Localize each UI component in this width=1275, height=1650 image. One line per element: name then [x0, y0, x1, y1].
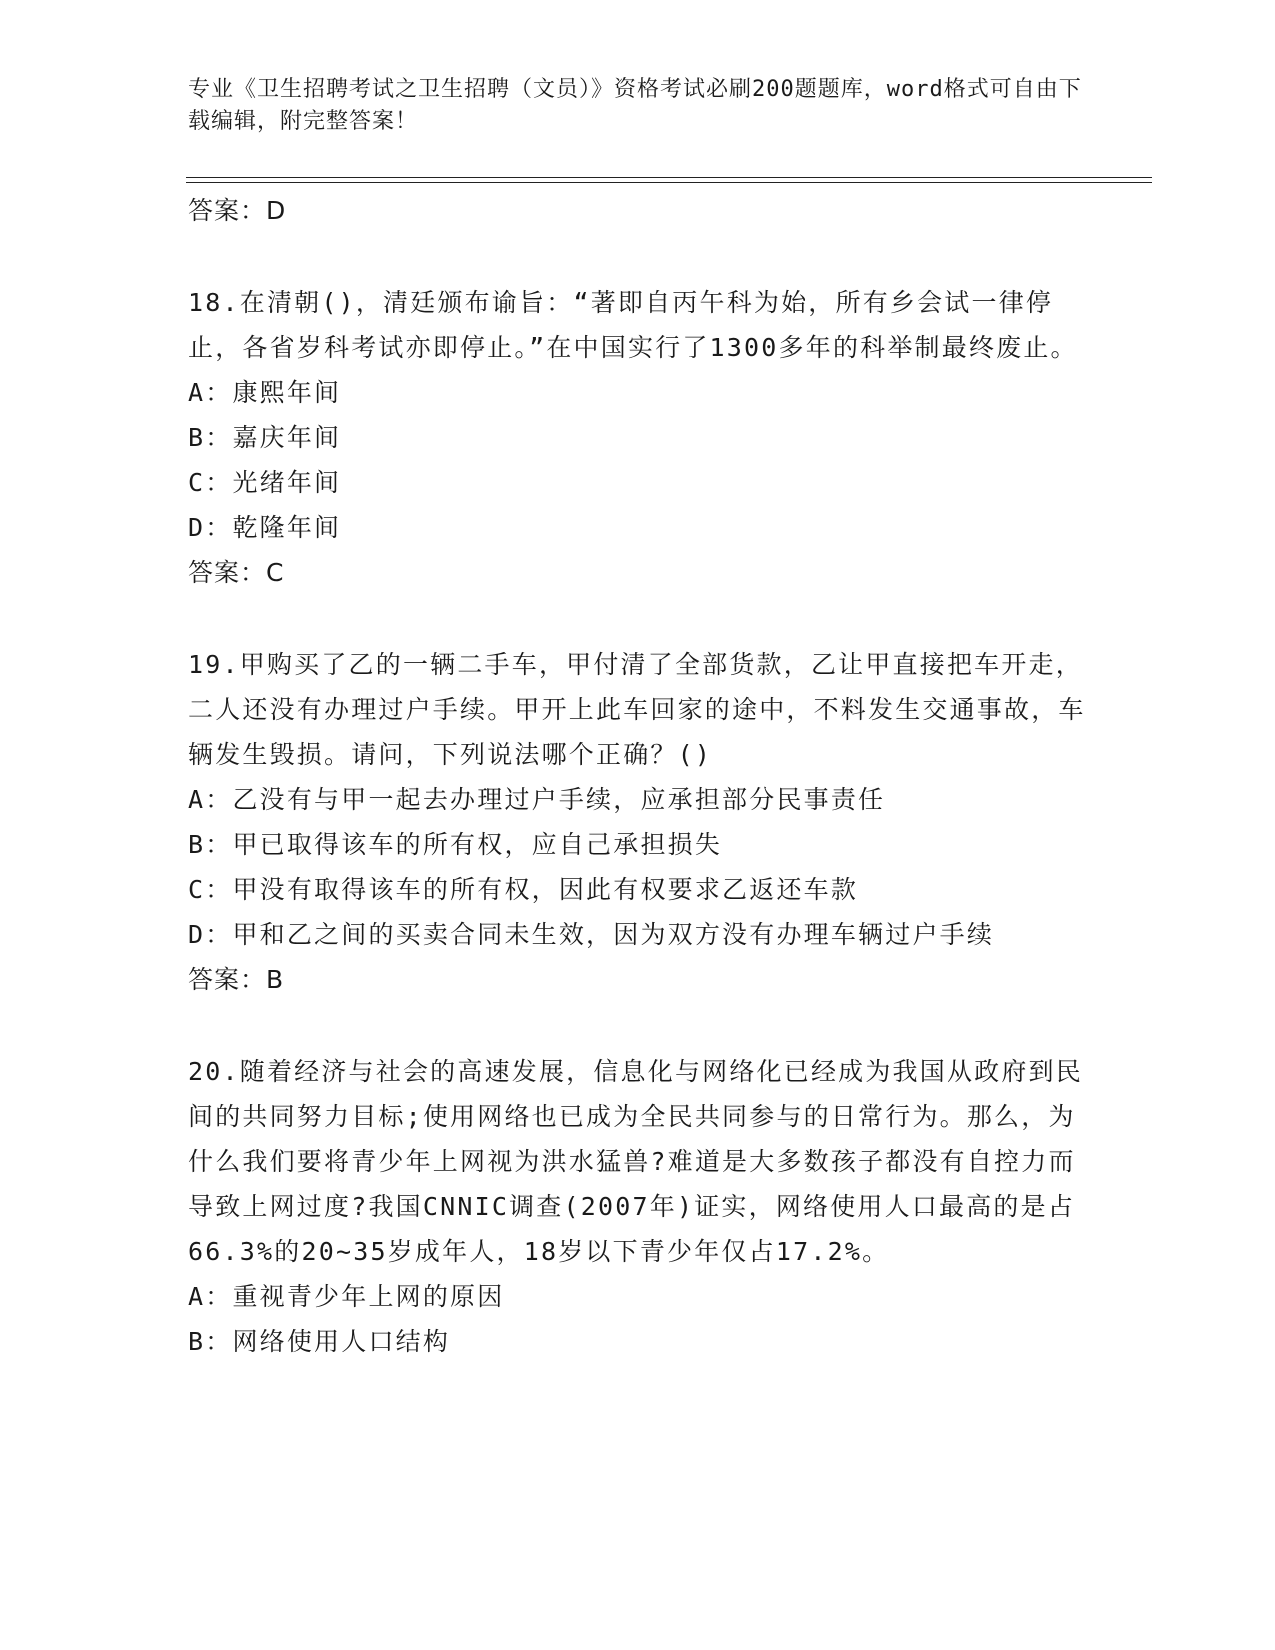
answer: 答案：C [188, 558, 285, 587]
option-c: C：光绪年间 [188, 468, 342, 497]
header-rule-bottom [186, 182, 1152, 183]
option-b: B：甲已取得该车的所有权，应自己承担损失 [188, 830, 723, 859]
prev-answer: 答案：D [188, 196, 287, 225]
option-a: A：康熙年间 [188, 378, 342, 407]
document-header: 专业《卫生招聘考试之卫生招聘（文员）》资格考试必刷200题题库，word格式可自由下载编辑，附完整答案！ [188, 77, 1082, 134]
option-b: B：网络使用人口结构 [188, 1327, 451, 1356]
answer: 答案：B [188, 965, 285, 994]
option-c: C：甲没有取得该车的所有权，因此有权要求乙返还车款 [188, 875, 859, 904]
question-20 [188, 1049, 1088, 1364]
option-d: D：乾隆年间 [188, 513, 342, 542]
option-a: A：乙没有与甲一起去办理过户手续，应承担部分民事责任 [188, 785, 886, 814]
document-body [188, 188, 1088, 1364]
option-b: B：嘉庆年间 [188, 423, 342, 452]
question-stem: 18.在清朝()，清廷颁布谕旨：“著即自丙午科为始，所有乡会试一律停止，各省岁科考试亦即停止。”在中国实行了1300多年的科举制最终废止。 [188, 288, 1078, 362]
option-a: A：重视青少年上网的原因 [188, 1282, 505, 1311]
option-d: D：甲和乙之间的买卖合同未生效，因为双方没有办理车辆过户手续 [188, 920, 995, 949]
question-stem: 20.随着经济与社会的高速发展，信息化与网络化已经成为我国从政府到民间的共同努力目标;使用网络也已成为全民共同参与的日常行为。那么，为什么我们要将青少年上网视为洪水猛兽?难道是大多数孩子都没有自控力而导致上网过度?我国CNNIC调查(2007年)证实，网络使用人口最高的是占66.3%的20~35岁成年人，18岁以下青少年仅占17.2%。 [188, 1057, 1083, 1266]
header-rule-top [186, 177, 1152, 178]
question-19 [188, 642, 1088, 1003]
question-stem: 19.甲购买了乙的一辆二手车，甲付清了全部货款，乙让甲直接把车开走，二人还没有办理过户手续。甲开上此车回家的途中，不料发生交通事故，车辆发生毁损。请问，下列说法哪个正确？() [188, 650, 1086, 769]
question-18 [188, 280, 1088, 596]
